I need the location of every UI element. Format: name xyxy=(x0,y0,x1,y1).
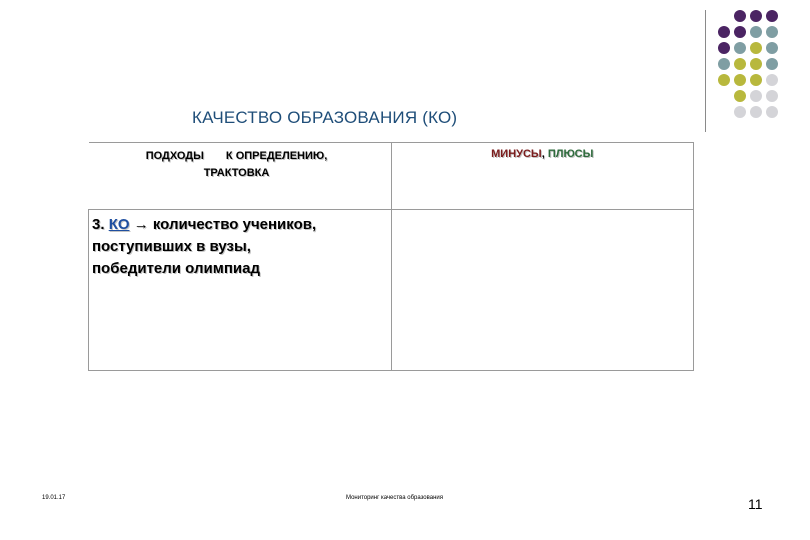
decor-dot xyxy=(718,26,730,38)
header-cell-approaches xyxy=(89,143,392,210)
page-number: 11 xyxy=(748,496,763,512)
header-cell-pros-cons xyxy=(391,143,694,210)
decor-dot xyxy=(766,58,778,70)
approaches-table xyxy=(88,142,694,371)
decor-dot xyxy=(734,74,746,86)
row1-number: 3. xyxy=(92,216,105,233)
decor-dot xyxy=(766,10,778,22)
decor-dot xyxy=(734,58,746,70)
decor-dot xyxy=(734,42,746,54)
decor-dot xyxy=(766,90,778,102)
decor-dot xyxy=(734,90,746,102)
header-minus-label: МИНУСЫ xyxy=(491,148,542,160)
header-separator: , xyxy=(541,148,545,160)
row1-pros-cons-cell xyxy=(391,210,694,371)
slide-title: КАЧЕСТВО ОБРАЗОВАНИЯ (КО) xyxy=(192,108,458,127)
decor-dot xyxy=(734,10,746,22)
row1-ko-label: КО xyxy=(108,216,130,233)
header-approaches-part1: ПОДХОДЫ xyxy=(145,150,204,162)
row1-arrow: → xyxy=(133,216,149,233)
decor-dot-grid xyxy=(717,9,801,121)
decor-dot xyxy=(750,90,762,102)
decor-dot xyxy=(734,26,746,38)
decor-dot xyxy=(766,26,778,38)
footer-title: Мониторинг качества образования xyxy=(346,495,444,501)
header-approaches-line2: ТРАКТОВКА xyxy=(203,167,270,179)
row1-line3-text: победители олимпиад xyxy=(92,260,260,277)
row1-line2-text: поступивших в вузы, xyxy=(92,238,251,255)
decor-dot xyxy=(750,74,762,86)
footer-date: 19.01.17 xyxy=(42,495,66,501)
decor-vertical-line xyxy=(705,10,706,132)
decor-dot xyxy=(766,74,778,86)
decor-dot xyxy=(734,106,746,118)
row1-approach-cell xyxy=(89,210,392,371)
decor-dot xyxy=(766,42,778,54)
table-header-row xyxy=(89,143,694,210)
decor-dot xyxy=(750,106,762,118)
decor-dot xyxy=(750,58,762,70)
decor-dot xyxy=(718,58,730,70)
decor-dot xyxy=(718,74,730,86)
decor-dot xyxy=(750,26,762,38)
header-plus-label: ПЛЮСЫ xyxy=(547,148,594,160)
decor-dot xyxy=(766,106,778,118)
table-row xyxy=(89,210,694,371)
decor-dot xyxy=(750,10,762,22)
header-approaches-part2: К ОПРЕДЕЛЕНИЮ, xyxy=(225,150,328,162)
row1-line1-text: количество учеников, xyxy=(152,216,317,233)
decor-dot xyxy=(750,42,762,54)
decor-dot xyxy=(718,42,730,54)
